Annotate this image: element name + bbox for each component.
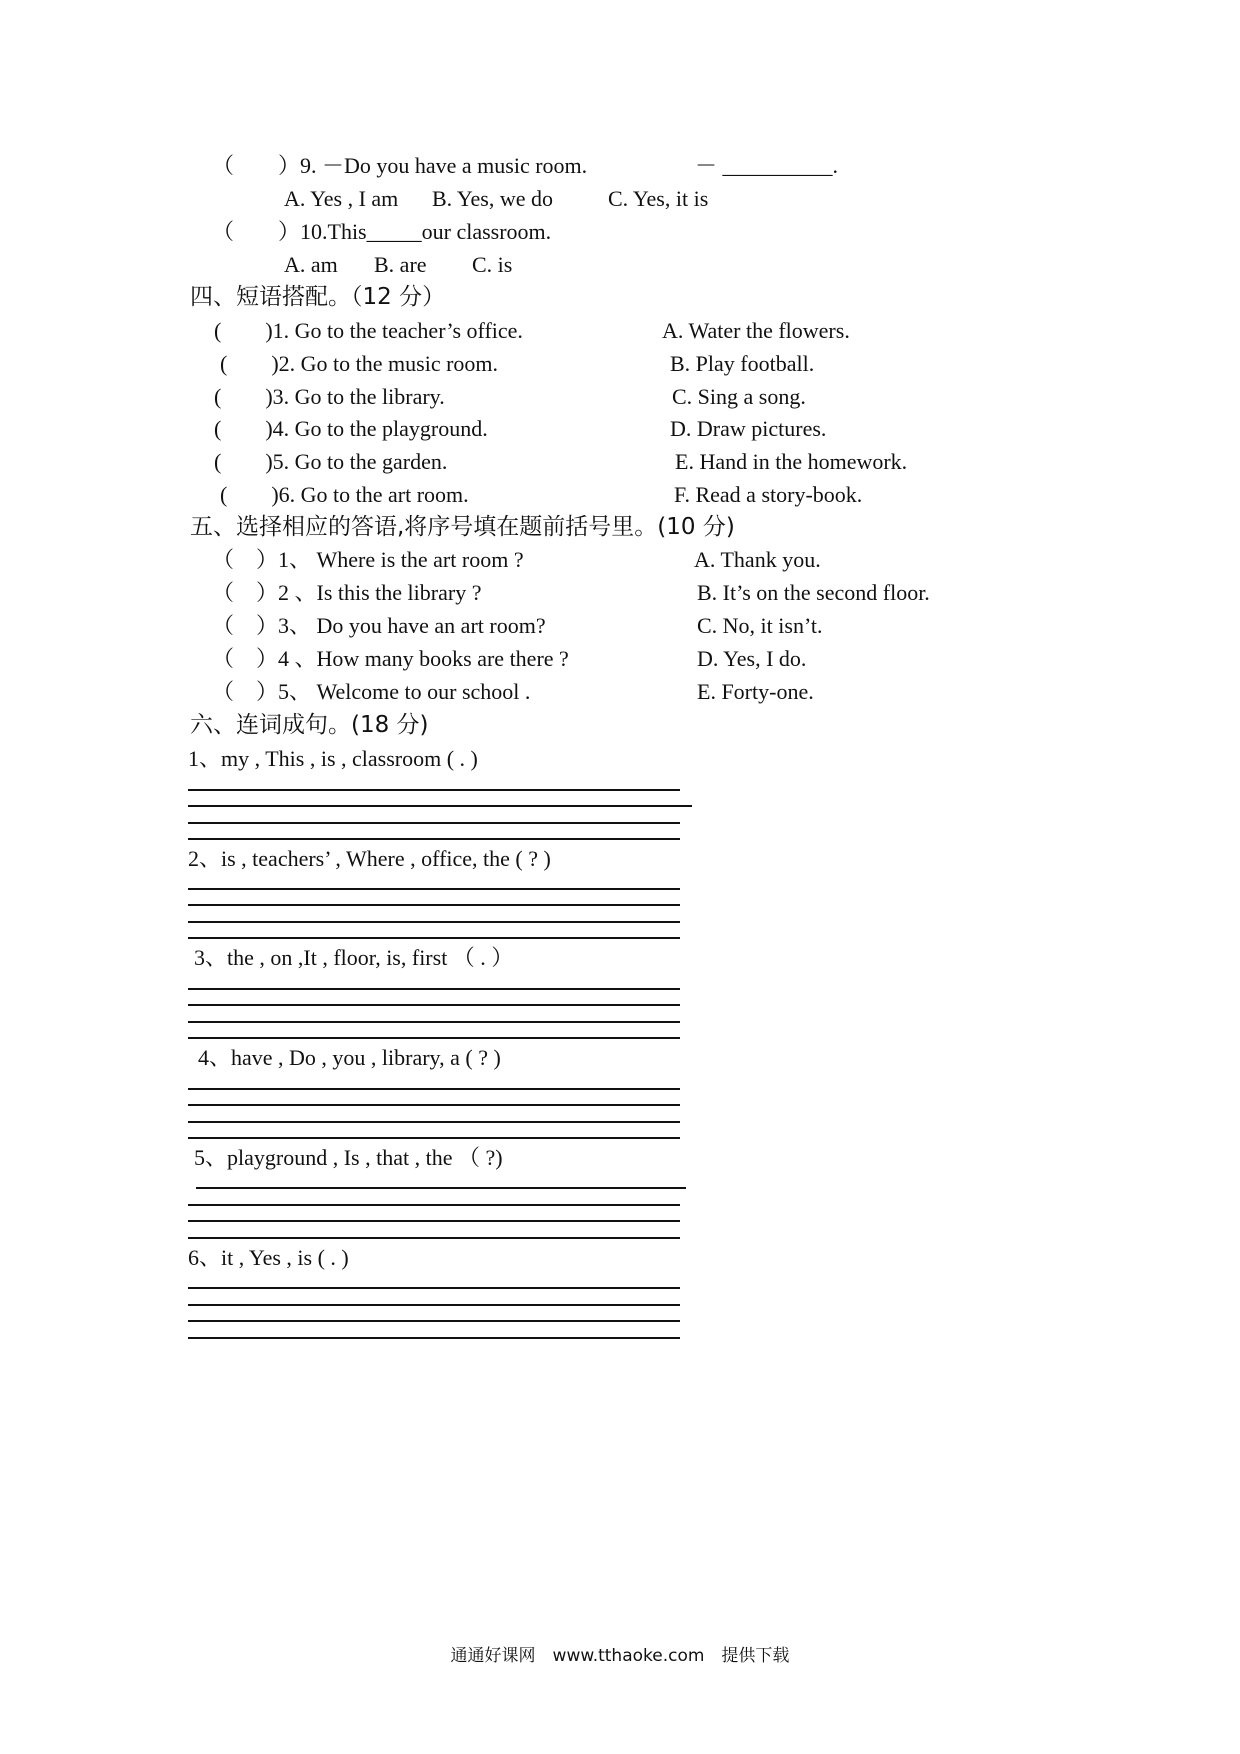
answer-line xyxy=(188,1088,680,1090)
section4-item-6-right: F. Read a story-book. xyxy=(674,482,863,507)
section5-item-5-right: E. Forty-one. xyxy=(697,679,814,704)
section4-item-4-left: ( )4. Go to the playground. xyxy=(214,416,488,441)
answer-line xyxy=(188,1104,680,1106)
answer-line xyxy=(188,888,680,890)
answer-line xyxy=(188,988,680,990)
answer-line xyxy=(188,805,692,807)
q10-option-b: B. are xyxy=(374,252,427,277)
answer-line xyxy=(188,1037,680,1039)
section4-item-1-left: ( )1. Go to the teacher’s office. xyxy=(214,318,523,343)
answer-line xyxy=(188,921,680,923)
section4-item-5-left: ( )5. Go to the garden. xyxy=(214,449,448,474)
answer-line xyxy=(188,937,680,939)
section4-item-6-left: ( )6. Go to the art room. xyxy=(220,482,469,507)
answer-line xyxy=(196,1187,686,1189)
sentence-prompt-3: 3、the , on ,It , floor, is, first （ . ） xyxy=(194,945,514,970)
section5-item-1-right: A. Thank you. xyxy=(694,547,821,572)
q9-option-a: A. Yes , I am xyxy=(284,186,399,211)
answer-line xyxy=(188,1287,680,1289)
section4-heading: 四、短语搭配。（12 分） xyxy=(190,284,446,310)
section5-item-4-left: （ ）4 、How many books are there ? xyxy=(212,646,569,671)
section4-item-5-right: E. Hand in the homework. xyxy=(675,449,908,474)
answer-line xyxy=(188,904,680,906)
section5-heading: 五、选择相应的答语,将序号填在题前括号里。(10 分) xyxy=(190,514,735,540)
section5-item-5-left: （ ）5、 Welcome to our school . xyxy=(212,679,531,704)
answer-line xyxy=(188,1320,680,1322)
q9-answer-blank: － __________. xyxy=(695,153,839,178)
section5-item-3-right: C. No, it isn’t. xyxy=(697,613,823,638)
q9-stem: （ ）9. －Do you have a music room. xyxy=(212,153,588,178)
answer-line xyxy=(188,1004,680,1006)
section4-item-2-left: ( )2. Go to the music room. xyxy=(220,351,499,376)
section4-item-4-right: D. Draw pictures. xyxy=(670,416,827,441)
q9-option-c: C. Yes, it is xyxy=(608,186,709,211)
section5-item-3-left: （ ）3、 Do you have an art room? xyxy=(212,613,546,638)
sentence-prompt-4: 4、have , Do , you , library, a ( ? ) xyxy=(198,1045,501,1070)
sentence-prompt-6: 6、it , Yes , is ( . ) xyxy=(188,1245,349,1270)
q9-option-b: B. Yes, we do xyxy=(432,186,554,211)
answer-line xyxy=(188,1021,680,1023)
q10-option-c: C. is xyxy=(472,252,513,277)
answer-line xyxy=(188,822,680,824)
section5-item-4-right: D. Yes, I do. xyxy=(697,646,807,671)
footer-source: 通通好课网 www.tthaoke.com 提供下载 xyxy=(450,1646,790,1666)
section5-item-1-left: （ ）1、 Where is the art room ? xyxy=(212,547,524,572)
answer-line xyxy=(188,838,680,840)
answer-line xyxy=(188,1121,680,1123)
answer-line xyxy=(188,1220,680,1222)
section6-heading: 六、连词成句。(18 分) xyxy=(190,712,429,738)
answer-line xyxy=(188,1237,680,1239)
q10-stem: （ ）10.This_____our classroom. xyxy=(212,219,552,244)
sentence-prompt-2: 2、is , teachers’ , Where , office, the ( ? ) xyxy=(188,846,551,871)
section5-item-2-left: （ ）2 、Is this the library ? xyxy=(212,580,482,605)
answer-line xyxy=(188,789,680,791)
section4-item-2-right: B. Play football. xyxy=(670,351,815,376)
sentence-prompt-5: 5、playground , Is , that , the （ ?) xyxy=(194,1145,503,1170)
answer-line xyxy=(188,1137,680,1139)
section4-item-3-left: ( )3. Go to the library. xyxy=(214,384,445,409)
answer-line xyxy=(188,1337,680,1339)
q10-option-a: A. am xyxy=(284,252,338,277)
sentence-prompt-1: 1、my , This , is , classroom ( . ) xyxy=(188,746,478,771)
section4-item-1-right: A. Water the flowers. xyxy=(662,318,850,343)
section5-item-2-right: B. It’s on the second floor. xyxy=(697,580,930,605)
section4-item-3-right: C. Sing a song. xyxy=(672,384,806,409)
answer-line xyxy=(188,1304,680,1306)
answer-line xyxy=(188,1204,680,1206)
